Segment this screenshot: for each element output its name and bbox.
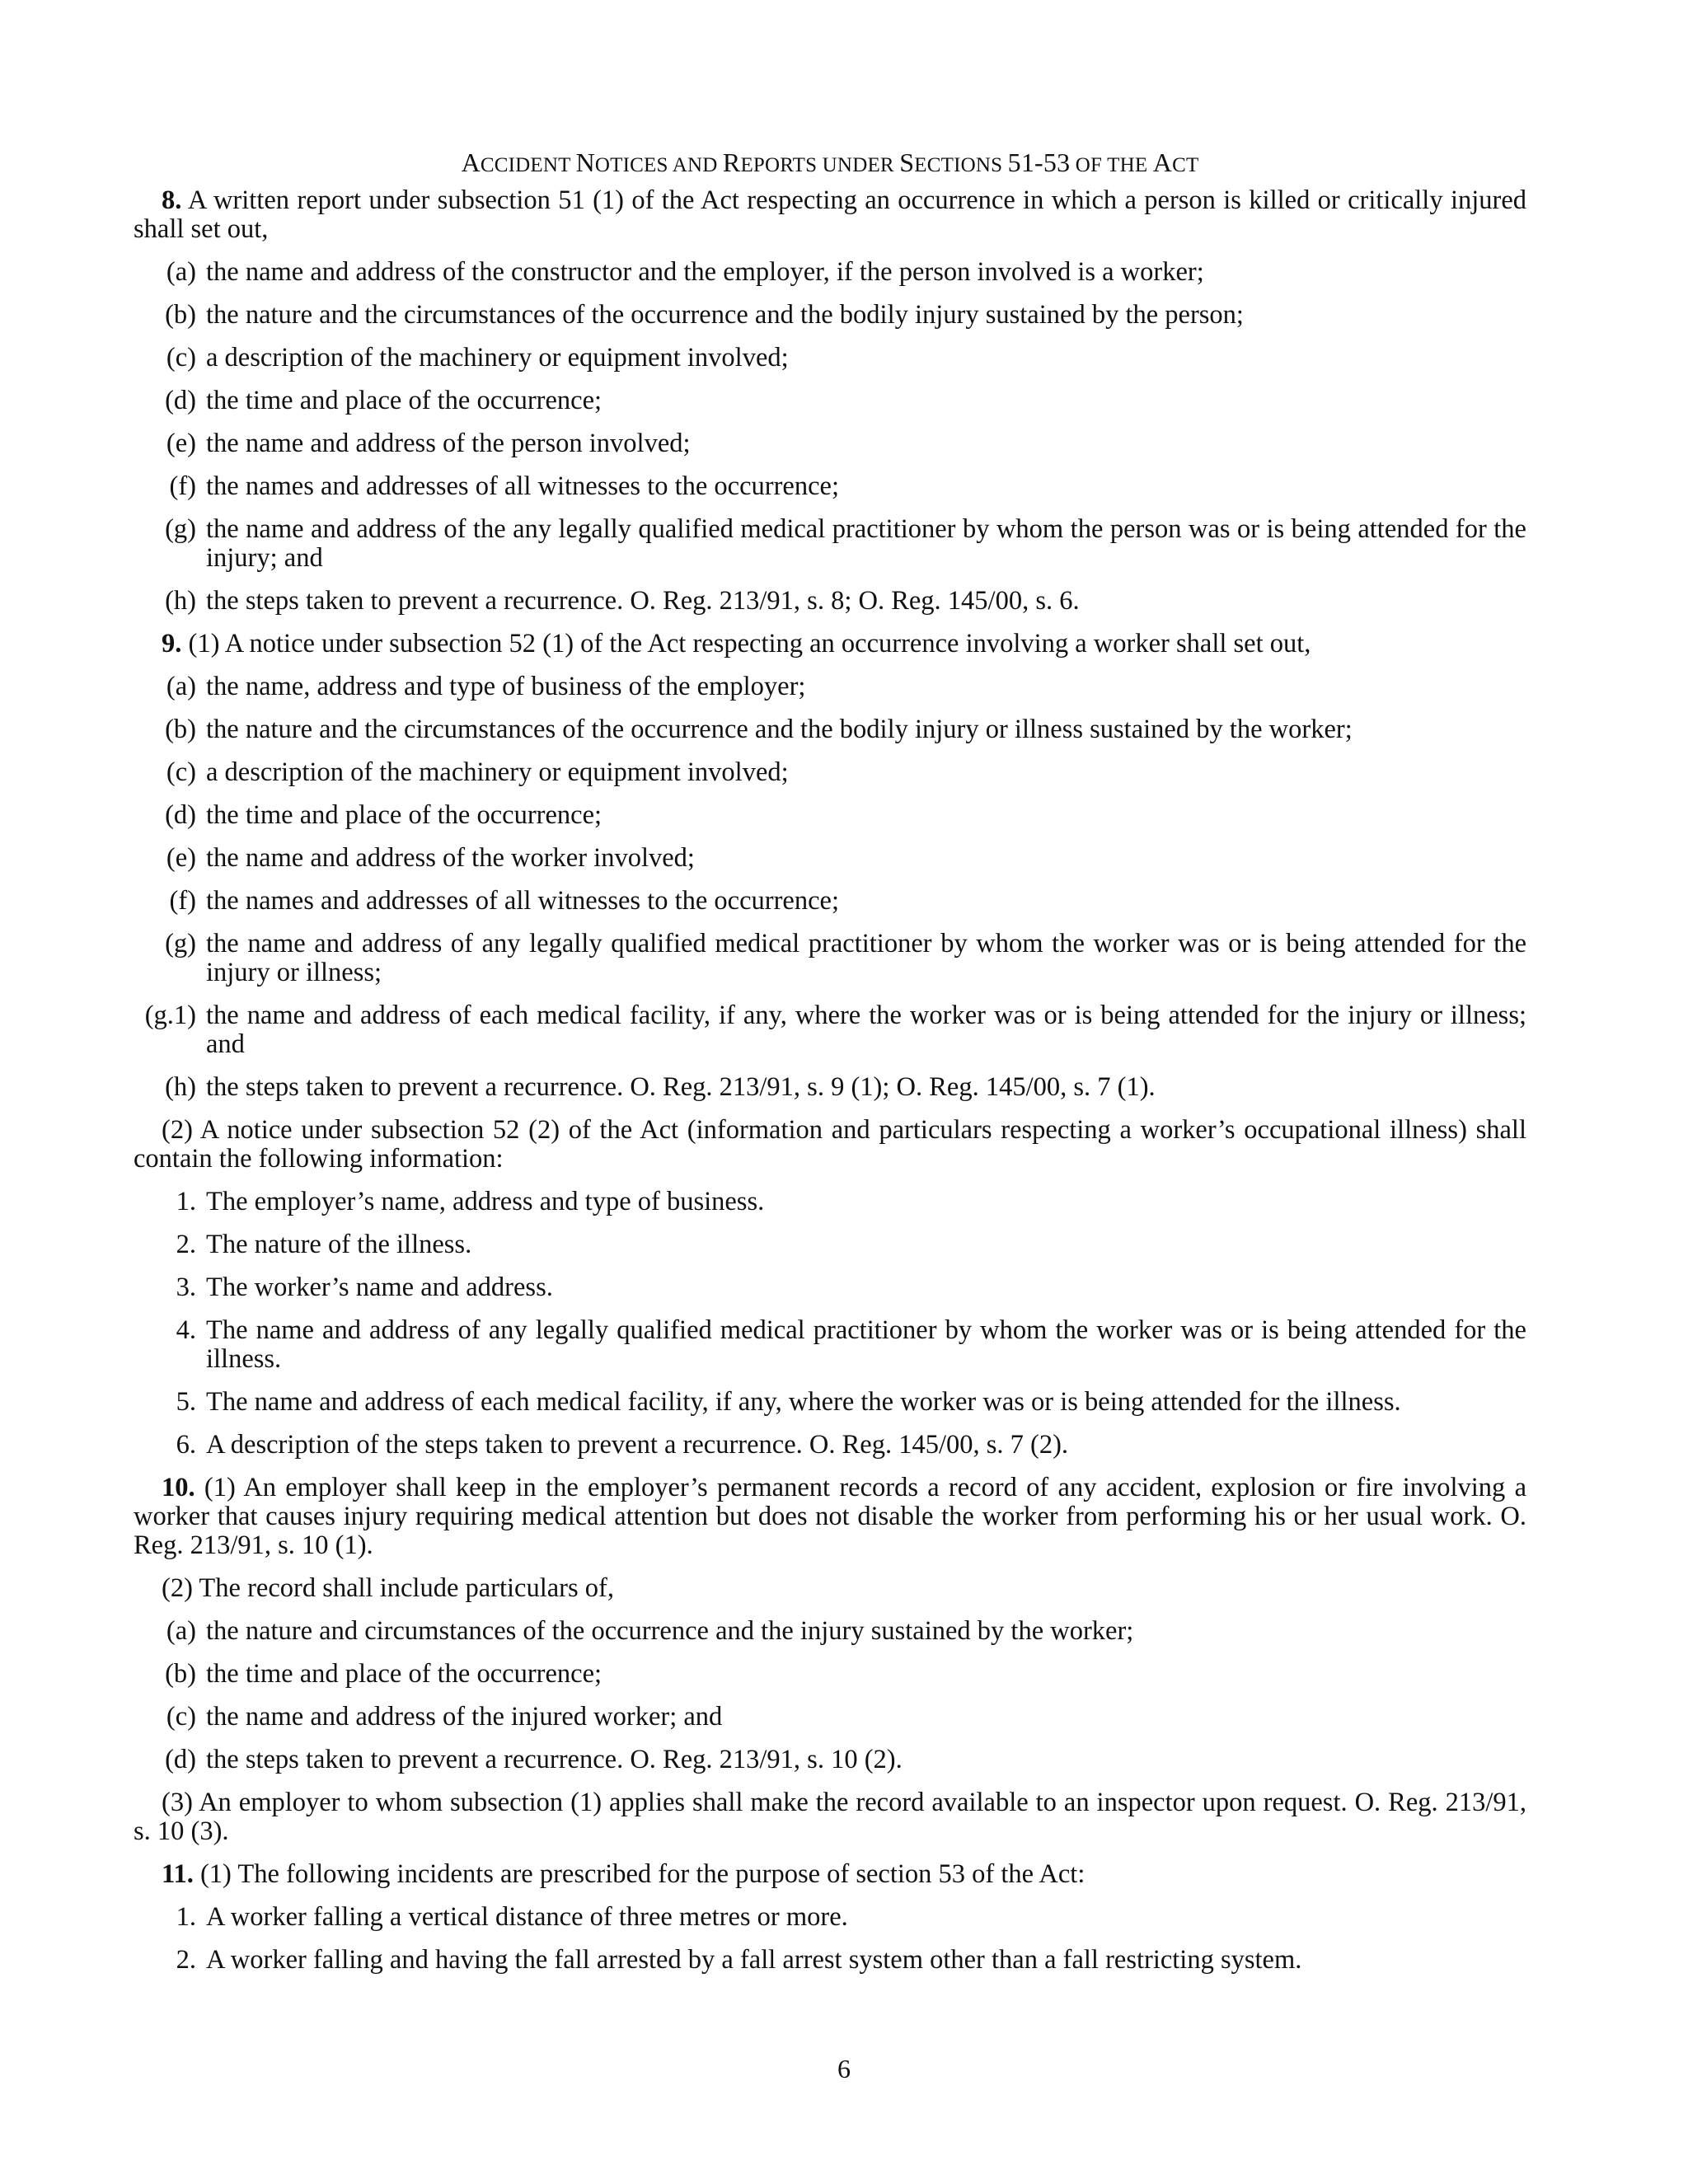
list-item: (a) the nature and circumstances of the occurrence and the injury sustained by the worker; xyxy=(166,1616,1134,1646)
list-item: (h) the steps taken to prevent a recurrence. O. Reg. 213/91, s. 8; O. Reg. 145/00, s. 6. xyxy=(165,586,1080,616)
list-item: 1. A worker falling a vertical distance of three metres or more. xyxy=(176,1902,848,1932)
list-item: (b) the nature and the circumstances of the occurrence and the bodily injury sustained by the person; xyxy=(165,300,1244,330)
list-item: 2. The nature of the illness. xyxy=(176,1230,472,1259)
section-10-subsection-2: (2) The record shall include particulars of, xyxy=(162,1573,614,1603)
section-10-intro: 10. (1) An employer shall keep in the employer’s permanent records a record of any accident, explosion or fire involving a worker that causes injury requiring medical attention but does not disable the worker from performing his or her usual work. O. Reg. 213/91, s. 10 (1). xyxy=(134,1473,1526,1560)
section-number: 11. xyxy=(162,1859,194,1889)
list-item: (d) the time and place of the occurrence; xyxy=(165,800,603,830)
section-8-intro: 8. A written report under subsection 51 (1) of the Act respecting an occurrence in which a person is killed or critically injured shall set out, xyxy=(134,185,1526,244)
list-item: (g) the name and address of any legally qualified medical practitioner by whom the worker was or is being attended for the injury or illness; xyxy=(165,929,1526,987)
list-item: (c) a description of the machinery or equipment involved; xyxy=(166,757,789,787)
list-item: 1. The employer’s name, address and type of business. xyxy=(176,1187,765,1216)
section-9-intro: 9. (1) A notice under subsection 52 (1) of the Act respecting an occurrence involving a worker shall set out, xyxy=(162,629,1311,658)
list-item: (c) a description of the machinery or equipment involved; xyxy=(166,343,789,373)
list-item: 6. A description of the steps taken to prevent a recurrence. O. Reg. 145/00, s. 7 (2). xyxy=(176,1430,1069,1460)
list-item: (b) the time and place of the occurrence; xyxy=(165,1659,603,1689)
list-item: (e) the name and address of the person involved; xyxy=(166,429,691,458)
section-9-subsection-2: (2) A notice under subsection 52 (2) of the Act (information and particulars respecting a worker’s occupational illness) shall contain the following information: xyxy=(134,1115,1526,1174)
list-item: (d) the time and place of the occurrence; xyxy=(165,386,603,415)
section-10-subsection-3: (3) An employer to whom subsection (1) applies shall make the record available to an inspector upon request. O. Reg. 213/91, s. 10 (3). xyxy=(134,1788,1526,1846)
list-item: (b) the nature and the circumstances of the occurrence and the bodily injury or illness sustained by the worker; xyxy=(165,715,1353,744)
list-item: (a) the name and address of the constructor and the employer, if the person involved is a worker; xyxy=(166,257,1204,287)
list-item: 4. The name and address of any legally qualified medical practitioner by whom the worker was or is being attended for the illness. xyxy=(176,1315,1526,1374)
list-item: (g) the name and address of the any legally qualified medical practitioner by whom the person was or is being attended for the injury; and xyxy=(165,514,1526,573)
list-item: (c) the name and address of the injured worker; and xyxy=(166,1702,723,1732)
list-item: 2. A worker falling and having the fall arrested by a fall arrest system other than a fall restricting system. xyxy=(176,1945,1302,1975)
list-item: (f) the names and addresses of all witnesses to the occurrence; xyxy=(169,471,839,501)
list-item: (h) the steps taken to prevent a recurrence. O. Reg. 213/91, s. 9 (1); O. Reg. 145/00, s. 7 (1). xyxy=(165,1072,1156,1102)
section-heading: ACCIDENT NOTICES AND REPORTS UNDER SECTIONS 51-53 OF THE ACT xyxy=(461,148,1199,177)
list-item: (d) the steps taken to prevent a recurrence. O. Reg. 213/91, s. 10 (2). xyxy=(165,1745,903,1774)
list-item: (e) the name and address of the worker involved; xyxy=(166,843,695,873)
document-page xyxy=(134,148,1526,1989)
list-item: 3. The worker’s name and address. xyxy=(176,1272,553,1302)
list-item: (f) the names and addresses of all witnesses to the occurrence; xyxy=(169,886,839,916)
section-11-intro: 11. (1) The following incidents are prescribed for the purpose of section 53 of the Act: xyxy=(162,1859,1085,1889)
page-number: 6 xyxy=(837,2054,851,2083)
section-number: 8. xyxy=(162,185,182,215)
list-item: 5. The name and address of each medical facility, if any, where the worker was or is being attended for the illness. xyxy=(176,1387,1401,1417)
list-item: (a) the name, address and type of business of the employer; xyxy=(166,672,806,701)
section-number: 9. xyxy=(162,629,182,658)
list-item: (g.1) the name and address of each medical facility, if any, where the worker was or is being attended for the injury or illness; and xyxy=(144,1001,1526,1059)
section-number: 10. xyxy=(162,1473,195,1502)
